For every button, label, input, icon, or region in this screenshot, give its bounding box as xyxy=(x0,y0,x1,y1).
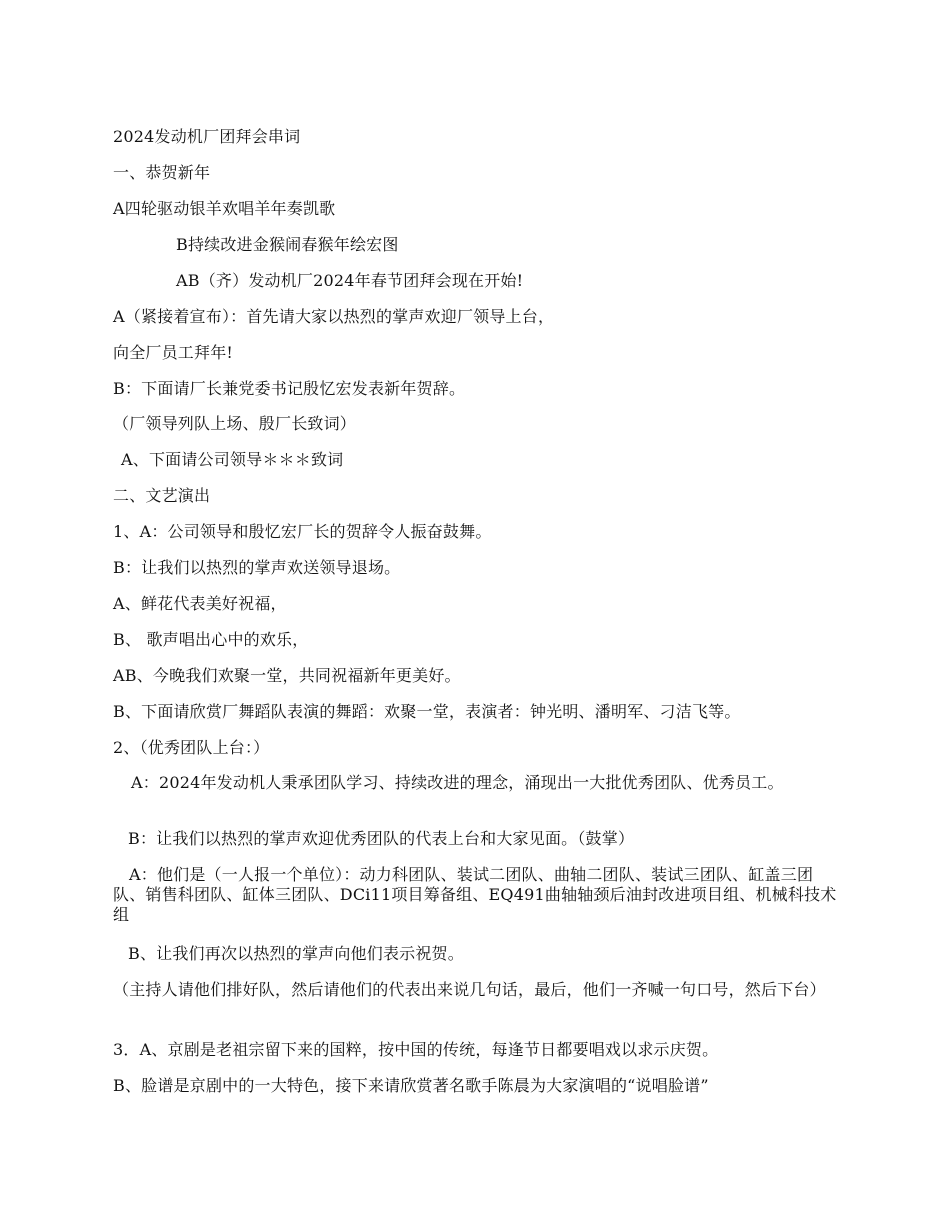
stage-direction: （厂领导列队上场、殷厂长致词） xyxy=(113,414,357,433)
script-line: A四轮驱动银羊欢唱羊年奏凯歌 xyxy=(113,199,336,218)
script-line: B：让我们以热烈的掌声欢迎优秀团队的代表上台和大家见面。（鼓掌） xyxy=(128,829,635,848)
script-line: B、让我们再次以热烈的掌声向他们表示祝贺。 xyxy=(128,944,464,963)
script-line: B：下面请厂长兼党委书记殷忆宏发表新年贺辞。 xyxy=(113,379,466,398)
subsection-heading: 2、（优秀团队上台：） xyxy=(113,738,270,757)
section-heading: 一、恭贺新年 xyxy=(113,163,211,182)
section-heading: 二、文艺演出 xyxy=(113,486,211,505)
stage-direction: （主持人请他们排好队，然后请他们的代表出来说几句话，最后，他们一齐喊一句口号，然后下台） xyxy=(113,980,826,999)
script-line: B：让我们以热烈的掌声欢送领导退场。 xyxy=(113,558,401,577)
script-line: A（紧接着宣布）：首先请大家以热烈的掌声欢迎厂领导上台， xyxy=(113,307,555,326)
script-line: 向全厂员工拜年! xyxy=(113,343,234,362)
script-line: B、 歌声唱出心中的欢乐， xyxy=(113,630,309,649)
script-line: B持续改进金猴闹春猴年绘宏图 xyxy=(176,235,399,254)
script-line: 3．A、京剧是老祖宗留下来的国粹，按中国的传统，每逢节日都要唱戏以求示庆贺。 xyxy=(113,1040,719,1059)
script-paragraph: A：他们是（一人报一个单位）：动力科团队、装试二团队、曲轴二团队、装试三团队、缸盖三团队、销售科团队、缸体三团队、DCi11项目筹备组、EQ491曲轴轴颈后油封改进项目组、机械科技术组 xyxy=(113,865,837,924)
script-paragraph: A：2024年发动机人秉承团队学习、持续改进的理念，涌现出一大批优秀团队、优秀员工。 xyxy=(131,773,784,792)
script-line: 1、A：公司领导和殷忆宏厂长的贺辞令人振奋鼓舞。 xyxy=(113,522,492,541)
script-line: AB（齐）发动机厂2024年春节团拜会现在开始! xyxy=(176,271,524,290)
script-line: A、下面请公司领导＊＊＊致词 xyxy=(121,450,344,469)
script-line: B、脸谱是京剧中的一大特色，接下来请欣赏著名歌手陈晨为大家演唱的“说唱脸谱” xyxy=(113,1076,709,1095)
script-line: A、鲜花代表美好祝福， xyxy=(113,594,287,613)
script-line: B、下面请欣赏厂舞蹈队表演的舞蹈：欢聚一堂，表演者：钟光明、潘明军、刁洁飞等。 xyxy=(113,702,741,721)
document-title: 2024发动机厂团拜会串词 xyxy=(113,127,301,146)
script-line: AB、今晚我们欢聚一堂，共同祝福新年更美好。 xyxy=(113,666,461,685)
